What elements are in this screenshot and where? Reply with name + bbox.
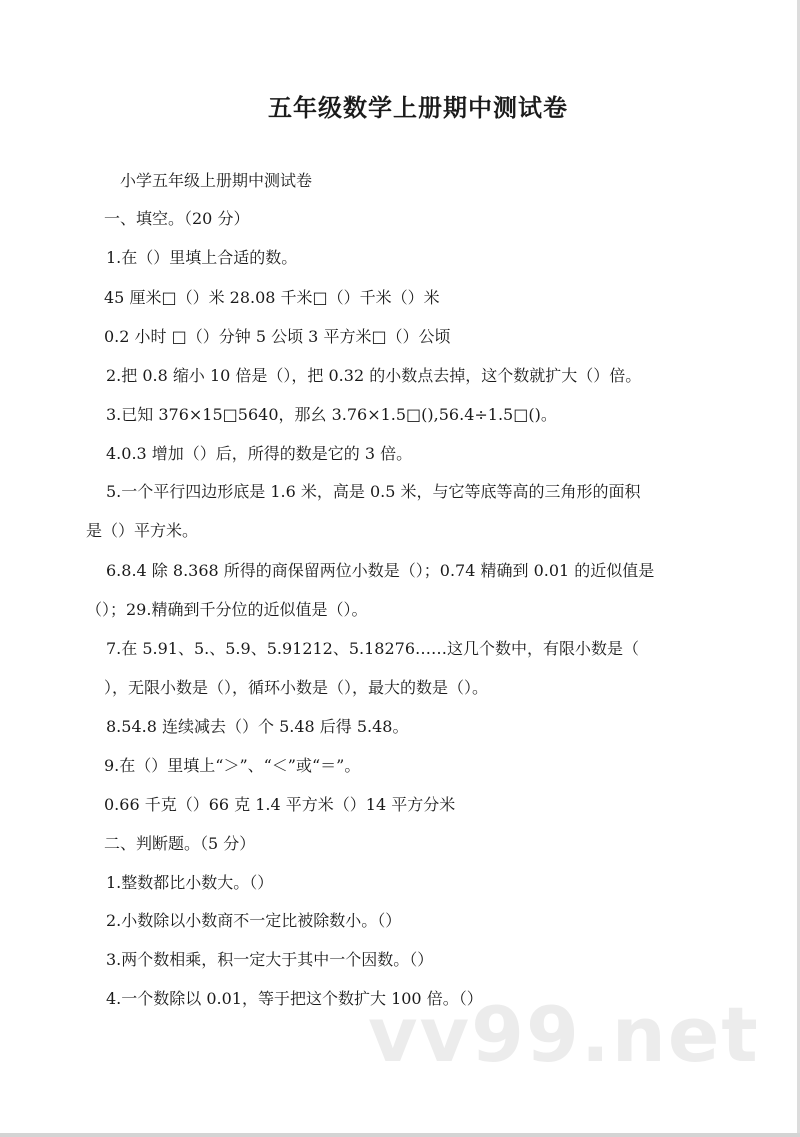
question-line: 1.整数都比小数大。（） xyxy=(106,873,274,892)
question-line-continued: 是（）平方米。 xyxy=(86,521,199,540)
question-line-continued: ），无限小数是（），循环小数是（），最大的数是（）。 xyxy=(104,678,489,697)
document-title: 五年级数学上册期中测试卷 xyxy=(268,94,568,122)
subtitle: 小学五年级上册期中测试卷 xyxy=(120,171,313,190)
question-line-continued: （）；29.精确到千分位的近似值是（）。 xyxy=(86,600,368,619)
question-line: 9.在（）里填上“＞”、“＜”或“＝”。 xyxy=(104,756,361,775)
question-line: 5.一个平行四边形底是 1.6 米，高是 0.5 米，与它等底等高的三角形的面积 xyxy=(106,482,641,501)
watermark: vv99.net xyxy=(368,990,760,1079)
question-line: 8.54.8 连续减去（）个 5.48 后得 5.48。 xyxy=(106,717,409,736)
question-line: 45 厘米□（）米 28.08 千米□（）千米（）米 xyxy=(104,288,440,307)
question-line: 3.已知 376×15□5640，那幺 3.76×1.5□(),56.4÷1.5□()。 xyxy=(106,405,557,424)
question-line: 3.两个数相乘，积一定大于其中一个因数。（） xyxy=(106,950,434,969)
section-heading-fill-blank: 一、填空。（20 分） xyxy=(104,209,250,228)
section-heading-true-false: 二、判断题。（5 分） xyxy=(104,834,256,853)
question-line: 1.在（）里填上合适的数。 xyxy=(106,248,298,267)
question-line: 2.把 0.8 缩小 10 倍是（），把 0.32 的小数点去掉，这个数就扩大（）倍。 xyxy=(106,366,642,385)
question-line: 7.在 5.91、5.、5.9、5.91212、5.18276……这几个数中，有限小数是（ xyxy=(106,639,640,658)
question-line: 4.一个数除以 0.01，等于把这个数扩大 100 倍。（） xyxy=(106,989,483,1008)
question-line: 6.8.4 除 8.368 所得的商保留两位小数是（）；0.74 精确到 0.01 的近似值是 xyxy=(106,561,655,580)
question-line: 2.小数除以小数商不一定比被除数小。（） xyxy=(106,911,402,930)
page-edge-bottom xyxy=(0,1133,800,1137)
question-line: 0.2 小时 □（）分钟 5 公顷 3 平方米□（）公顷 xyxy=(104,327,451,346)
question-line: 0.66 千克（）66 克 1.4 平方米（）14 平方分米 xyxy=(104,795,456,814)
question-line: 4.0.3 增加（）后，所得的数是它的 3 倍。 xyxy=(106,444,413,463)
